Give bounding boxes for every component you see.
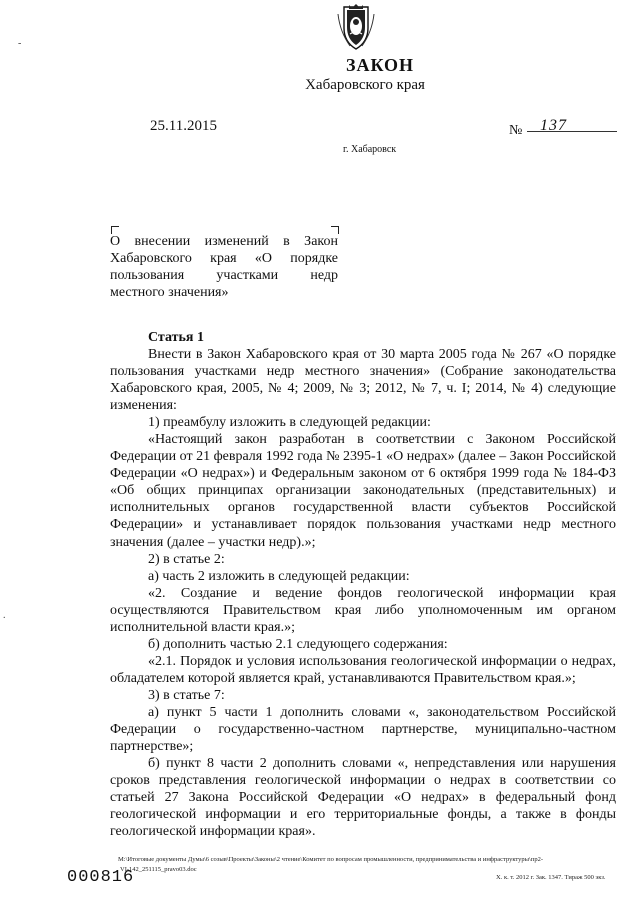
document-subtitle: Хабаровского края [305,77,425,93]
footer-stamp-number: 000816 [67,868,135,887]
article-body [110,346,616,840]
article-paragraph: а) часть 2 изложить в следующей редакции: [148,568,410,584]
article-paragraph: «2. Создание и ведение фондов геологической информации края осуществляются Правительством края либо уполномоченным им органом исполнительной власти края.»; [110,585,616,635]
footer-file-path: M:\Итоговые документы Думы\6 созыв\Проекты\Законы\2 чтение\Комитет по вопросам промышленности, предпринимательства и инфраструктуры\пр2- [118,856,544,863]
article-paragraph: а) пункт 5 части 1 дополнить словами «, законодательством Российской Федерации о государственно-частном партнерстве, муниципально-частном партнерстве»; [110,704,616,755]
subject-line: Хабаровского края «О порядке [110,251,338,266]
article-heading: Статья 1 [148,330,204,345]
article-paragraph: «Настоящий закон разработан в соответствии с Законом Российской Федерации от 21 февраля 1992 года № 2395-1 «О недрах» (далее – Закон Российской Федерации «О недрах») и Федеральным законом от 6 октября 1999 года № 184-ФЗ «Об общих принципах организации законодательных (представительных) и исполнительных органов государственной власти субъектов Российской Федерации» и устанавливает порядок пользования участками недр местного значения (далее – участки недр).»; [110,432,616,550]
article-paragraph: б) пункт 8 части 2 дополнить словами «, непредставления или нарушения сроков представления геологической информации о недрах в соответствии со статьей 27 Закона Российской Федерации «О недрах» в федеральный фонд геологической информации и его территориальные фонды, а также в фонды геологической информации края». [110,756,616,840]
document-date: 25.11.2015 [150,118,217,134]
document-city: г. Хабаровск [343,144,397,155]
subject-line: О внесении изменений в Закон [110,234,338,249]
footer-file-name: VI-142_251115_pravo03.doc [120,866,197,873]
article-paragraph: «2.1. Порядок и условия использования геологической информации о недрах, обладателем которой является край, устанавливаются Правительством края.»; [110,653,616,686]
article-paragraph: 1) преамбулу изложить в следующей редакции: [148,415,431,431]
scan-mark: . [3,610,6,621]
subject-line: местного значения» [110,285,229,300]
document-title: ЗАКОН [345,55,415,75]
document-subject [110,233,338,301]
subject-line: пользования участками недр [110,268,338,283]
document-number: 137 [540,117,567,134]
number-label: № [509,123,523,138]
article-paragraph: 3) в статье 7: [148,687,225,703]
footer-print-info: Х. к. т. 2012 г. Зак. 1347. Тираж 500 экз. [496,874,606,881]
coat-of-arms-emblem [330,4,382,52]
article-paragraph: Внести в Закон Хабаровского края от 30 марта 2005 года № 267 «О порядке пользования участками недр местного значения» (Собрание законодательства Хабаровского края, 2005, № 4; 2009, № 3; 2012, № 7, ч. I; 2014, № 4) следующие изменения: [110,347,616,414]
scan-mark: - [18,38,22,49]
article-paragraph: б) дополнить частью 2.1 следующего содержания: [148,636,448,652]
article-paragraph: 2) в статье 2: [148,551,225,567]
